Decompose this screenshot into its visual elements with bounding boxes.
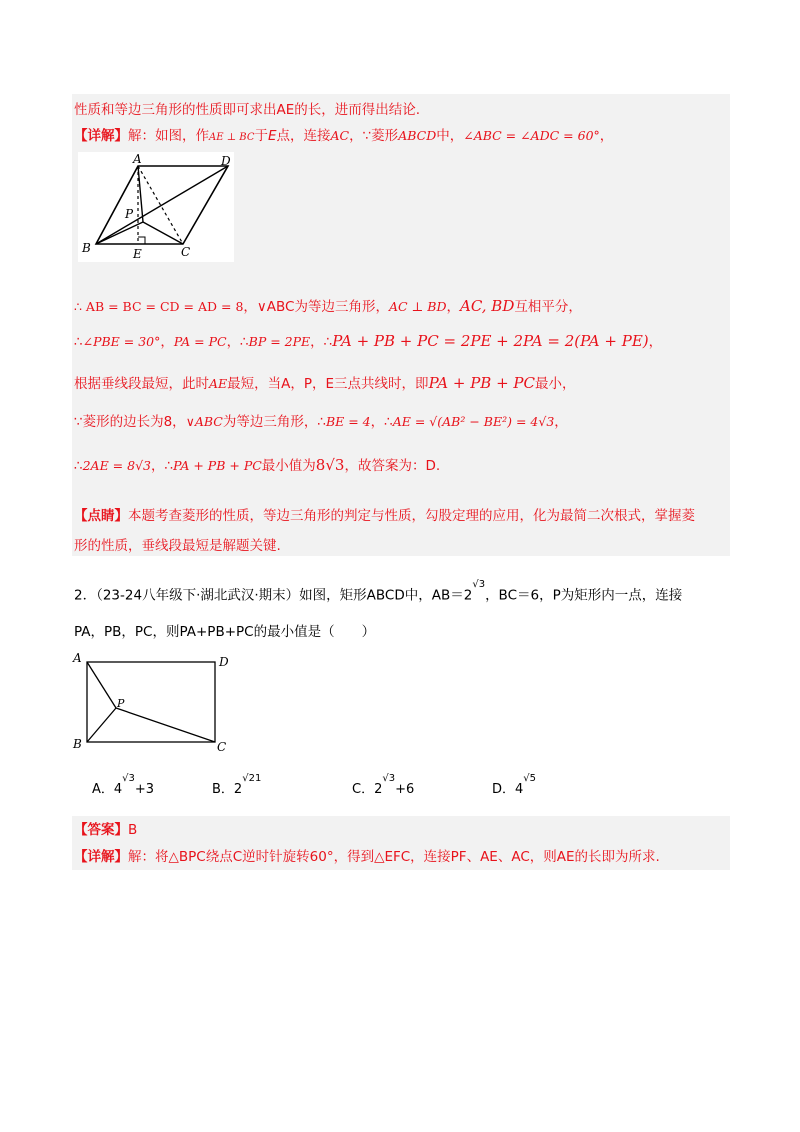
question-text: ，BC＝6，P为矩形内一点，连接 <box>485 587 683 604</box>
math-expression: ，∨ABC <box>243 299 295 315</box>
rhombus-figure <box>78 152 234 262</box>
math-expression: AC ⊥ BD <box>388 299 447 314</box>
rectangle-figure <box>70 650 234 754</box>
math-expression: ∠ABC = ∠ADC = 60° <box>463 128 600 143</box>
segment-pb <box>87 708 116 742</box>
math-expression: 2AE = 8√3 <box>82 458 151 473</box>
detail-label: 【详解】 <box>74 128 128 144</box>
comment-text: 本题考查菱形的性质，等边三角形的判定与性质，勾股定理的应用，化为最简二次根式，掌握菱 <box>128 508 695 524</box>
math-expression: ∨ABC <box>185 414 223 429</box>
math-expression: ∠PBE = 30° <box>82 334 161 349</box>
intro-line <box>74 100 420 120</box>
math-expression: √21 <box>242 772 262 784</box>
step-text: 根据垂线段最短，此时 <box>74 376 209 392</box>
option-a[interactable] <box>92 772 155 797</box>
question-line-2 <box>74 622 375 642</box>
intro-text: 性质和等边三角形的性质即可求出AE的长，进而得出结论. <box>74 102 421 118</box>
step-line-3 <box>74 373 576 394</box>
step-text: ， <box>648 334 663 350</box>
step-text: ， <box>446 299 460 315</box>
detail-text: ， <box>599 128 614 144</box>
option-tail: +3 <box>134 782 155 797</box>
detail-text: 于 <box>254 128 268 144</box>
label-e: E <box>133 247 142 261</box>
math-expression: E <box>267 128 277 144</box>
math-expression: AE ⊥ BC <box>209 132 255 143</box>
detail-text: 解：如图，作 <box>128 128 209 144</box>
step-text: ∴ <box>74 334 83 350</box>
step-text: ，∴ <box>370 414 393 430</box>
label-p: P <box>117 697 125 710</box>
question-text: PA，PB，PC，则PA+PB+PC的最小值是（ ） <box>74 624 376 640</box>
step-line-2 <box>74 331 662 352</box>
label-a: A <box>133 152 142 166</box>
step-line-5 <box>74 455 440 476</box>
option-label: B．2 <box>212 782 243 797</box>
math-expression: PA = PC <box>173 334 227 349</box>
option-label: C．2 <box>352 782 383 797</box>
step-text: ， <box>160 334 174 350</box>
step-text: 最小值为 <box>261 458 316 474</box>
step-text: 最短，当A，P，E三点共线时，即 <box>227 376 429 392</box>
question-text: 如图，矩形ABCD中，AB＝2 <box>299 587 473 604</box>
math-expression: AC <box>330 128 350 143</box>
detail-text: ，∵菱形 <box>349 128 399 144</box>
option-label: D．4 <box>492 782 524 797</box>
math-expression: PA + PB + PC <box>173 458 262 473</box>
figure-background <box>78 152 234 262</box>
answer-value: B <box>128 822 138 838</box>
detail-text: 点，连接 <box>276 128 331 144</box>
math-expression: BP = 2PE <box>248 334 311 349</box>
comment-label: 【点睛】 <box>74 508 128 524</box>
segment-pa <box>87 662 116 708</box>
math-expression: AE <box>209 376 228 391</box>
answer-label: 【答案】 <box>74 822 128 838</box>
label-b: B <box>73 737 82 751</box>
math-expression: ABCD <box>398 128 437 143</box>
step-text: ，∴ <box>151 458 174 474</box>
step-text: ∴ <box>74 458 83 474</box>
answer-line <box>74 820 137 840</box>
math-expression: ∴ AB = BC = CD = AD = 8 <box>74 299 244 314</box>
math-expression: 8√3 <box>315 456 345 474</box>
step-text: ∵菱形的边长为8， <box>74 414 186 430</box>
answer-detail-text: 解：将△BPC绕点C逆时针旋转60°，得到△EFC，连接PF、AE、AC，则AE的长即为所求. <box>128 849 660 865</box>
option-d[interactable] <box>492 772 537 797</box>
math-expression: √3 <box>472 579 486 590</box>
option-c[interactable] <box>352 772 415 797</box>
math-expression: AE = √(AB² − BE²) = 4√3 <box>392 414 555 429</box>
math-expression: AC, BD <box>460 297 515 315</box>
option-tail: +6 <box>395 782 415 797</box>
detail-text: 中， <box>436 128 464 144</box>
question-source: （23-24八年级下·湖北武汉·期末） <box>96 587 300 604</box>
step-text: 为等边三角形，∴ <box>222 414 326 430</box>
detail-line <box>74 126 613 148</box>
step-text: 为等边三角形， <box>294 299 389 315</box>
rectangle-outline <box>87 662 215 742</box>
comment-line-2 <box>74 536 281 556</box>
step-line-1 <box>74 296 582 317</box>
label-p: P <box>125 207 134 221</box>
step-text: ，∴ <box>310 334 333 350</box>
label-a: A <box>73 651 82 665</box>
label-d: D <box>221 154 231 168</box>
math-expression: PA + PB + PC = 2PE + 2PA = 2(PA + PE) <box>332 332 649 350</box>
question-number: 2． <box>74 587 97 604</box>
answer-detail-line <box>74 847 660 867</box>
option-label: A．4 <box>92 782 123 797</box>
option-b[interactable] <box>212 772 262 797</box>
label-b: B <box>82 241 91 255</box>
question-line-1 <box>74 579 683 606</box>
math-expression: PA + PB + PC <box>428 374 536 392</box>
step-text: 互相平分， <box>514 299 582 315</box>
math-expression: √5 <box>523 772 537 784</box>
segment-pc <box>116 708 215 742</box>
answer-detail-label: 【详解】 <box>74 849 128 865</box>
math-expression: BE = 4 <box>325 414 371 429</box>
comment-text: 形的性质，垂线段最短是解题关键. <box>74 538 281 554</box>
label-d: D <box>219 655 229 669</box>
step-text: ，故答案为：D. <box>344 458 441 474</box>
label-c: C <box>181 245 191 259</box>
math-expression: √3 <box>382 772 396 784</box>
comment-line-1 <box>74 506 695 526</box>
step-text: 最小， <box>535 376 576 392</box>
label-c: C <box>217 740 227 754</box>
step-text: ，∴ <box>226 334 249 350</box>
step-text: ， <box>554 414 568 430</box>
math-expression: √3 <box>122 772 135 784</box>
step-line-4 <box>74 412 568 432</box>
